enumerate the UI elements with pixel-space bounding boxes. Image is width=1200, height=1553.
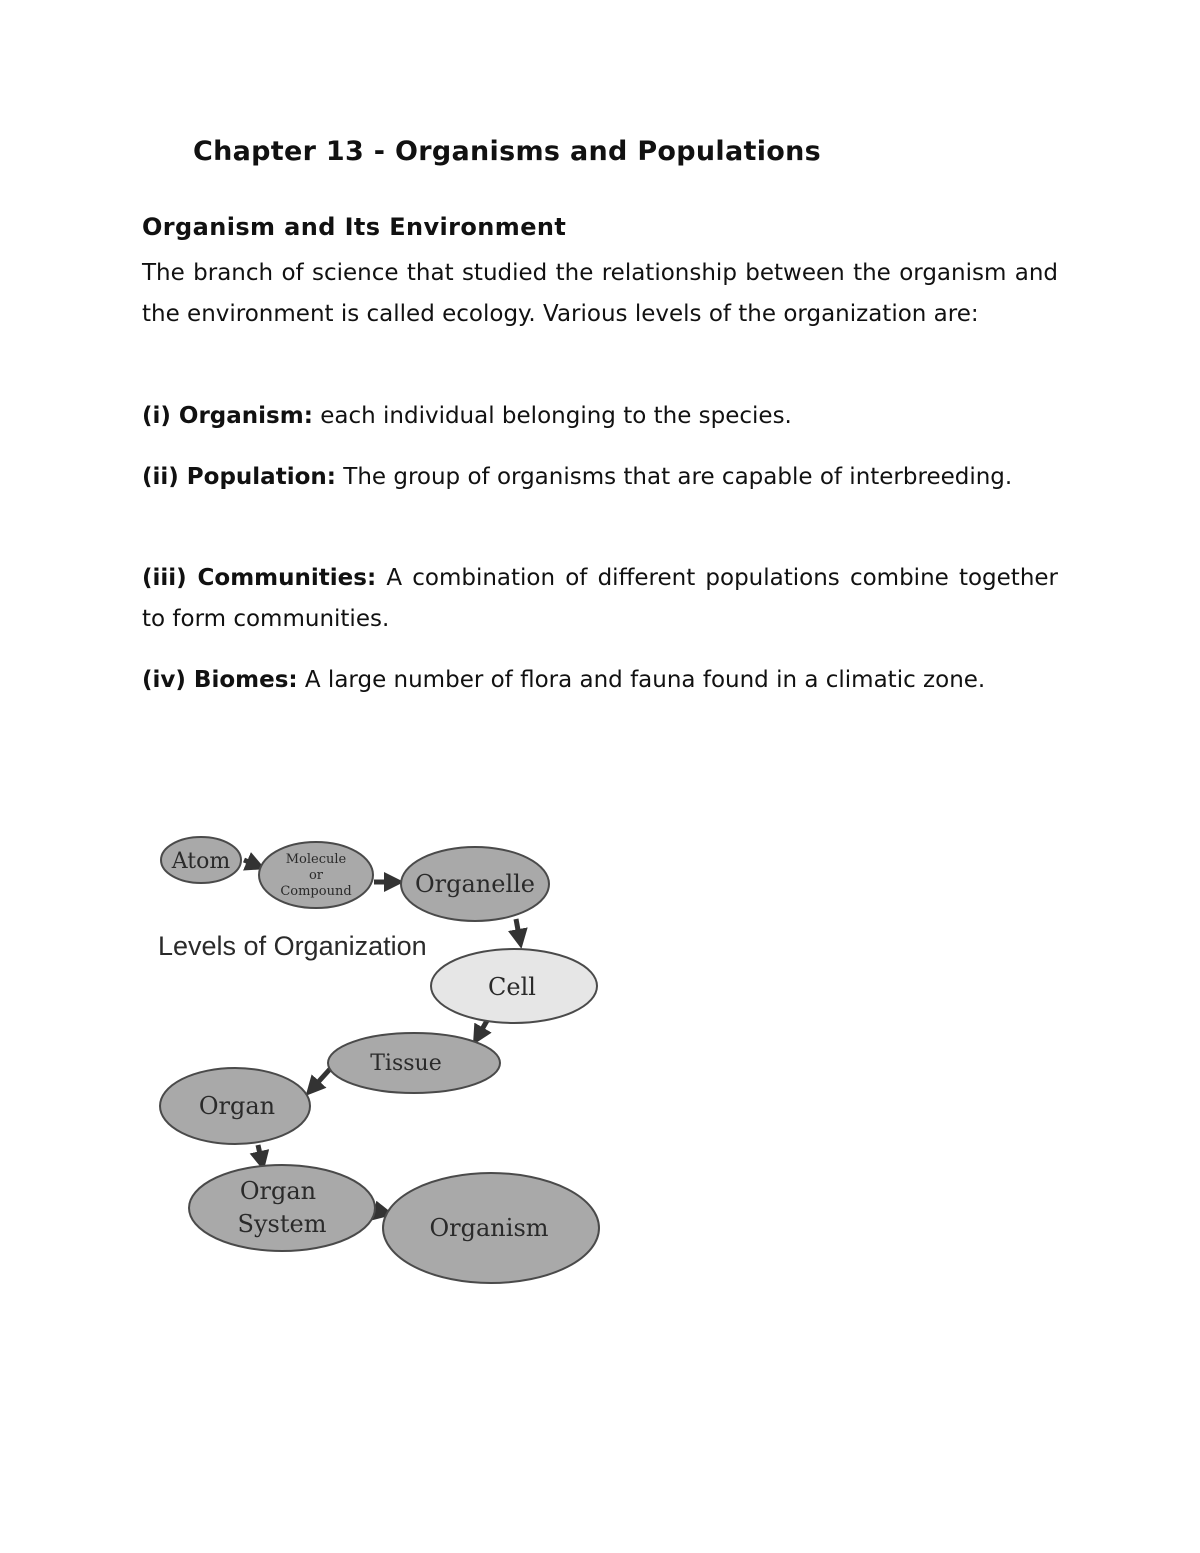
node-cell-label: Cell <box>488 973 536 1001</box>
node-molecule-label-1: Molecule <box>285 852 347 867</box>
list-item-organism <box>142 396 1058 437</box>
node-molecule-label-3: Compound <box>280 884 352 899</box>
intro-paragraph: The branch of science that studied the relationship between the organism and the environment is called ecology. Various levels of the organization are: <box>142 260 1058 327</box>
figure-title: Levels of Organization <box>158 931 427 961</box>
item-text: A large number of flora and fauna found in a climatic zone. <box>297 667 986 693</box>
node-organ-system-label-1: Organ <box>239 1177 317 1205</box>
list-item-biomes <box>142 660 1058 701</box>
item-term: (iv) Biomes: <box>142 667 298 693</box>
arrow-atom-molecule <box>244 860 258 866</box>
node-tissue-label: Tissue <box>370 1051 442 1076</box>
item-text: each individual belonging to the species. <box>312 403 792 429</box>
item-term: (i) Organism: <box>142 403 313 429</box>
node-organ-label: Organ <box>198 1092 276 1120</box>
node-organelle-label: Organelle <box>414 870 536 898</box>
item-text: A combination of different populations combine together to form communities. <box>142 565 1059 632</box>
levels-of-organization-figure <box>150 825 620 1295</box>
list-item-population <box>142 457 1058 498</box>
arrow-tissue-organ <box>311 1069 330 1090</box>
arrow-organ-organsystem <box>258 1145 262 1163</box>
levels-diagram <box>150 825 620 1295</box>
section-heading: Organism and Its Environment <box>142 213 567 241</box>
item-term: (ii) Population: <box>142 464 336 490</box>
arrow-organelle-cell <box>516 919 520 941</box>
node-organism-label: Organism <box>429 1214 549 1242</box>
node-atom-label: Atom <box>171 849 231 874</box>
node-molecule-label-2: or <box>308 868 324 883</box>
list-item-communities <box>142 558 1058 640</box>
item-text: The group of organisms that are capable of interbreeding. <box>335 464 1013 490</box>
item-term: (iii) Communities: <box>142 565 377 591</box>
node-organ-system-label-2: System <box>237 1210 327 1238</box>
chapter-title: Chapter 13 - Organisms and Populations <box>193 136 821 167</box>
